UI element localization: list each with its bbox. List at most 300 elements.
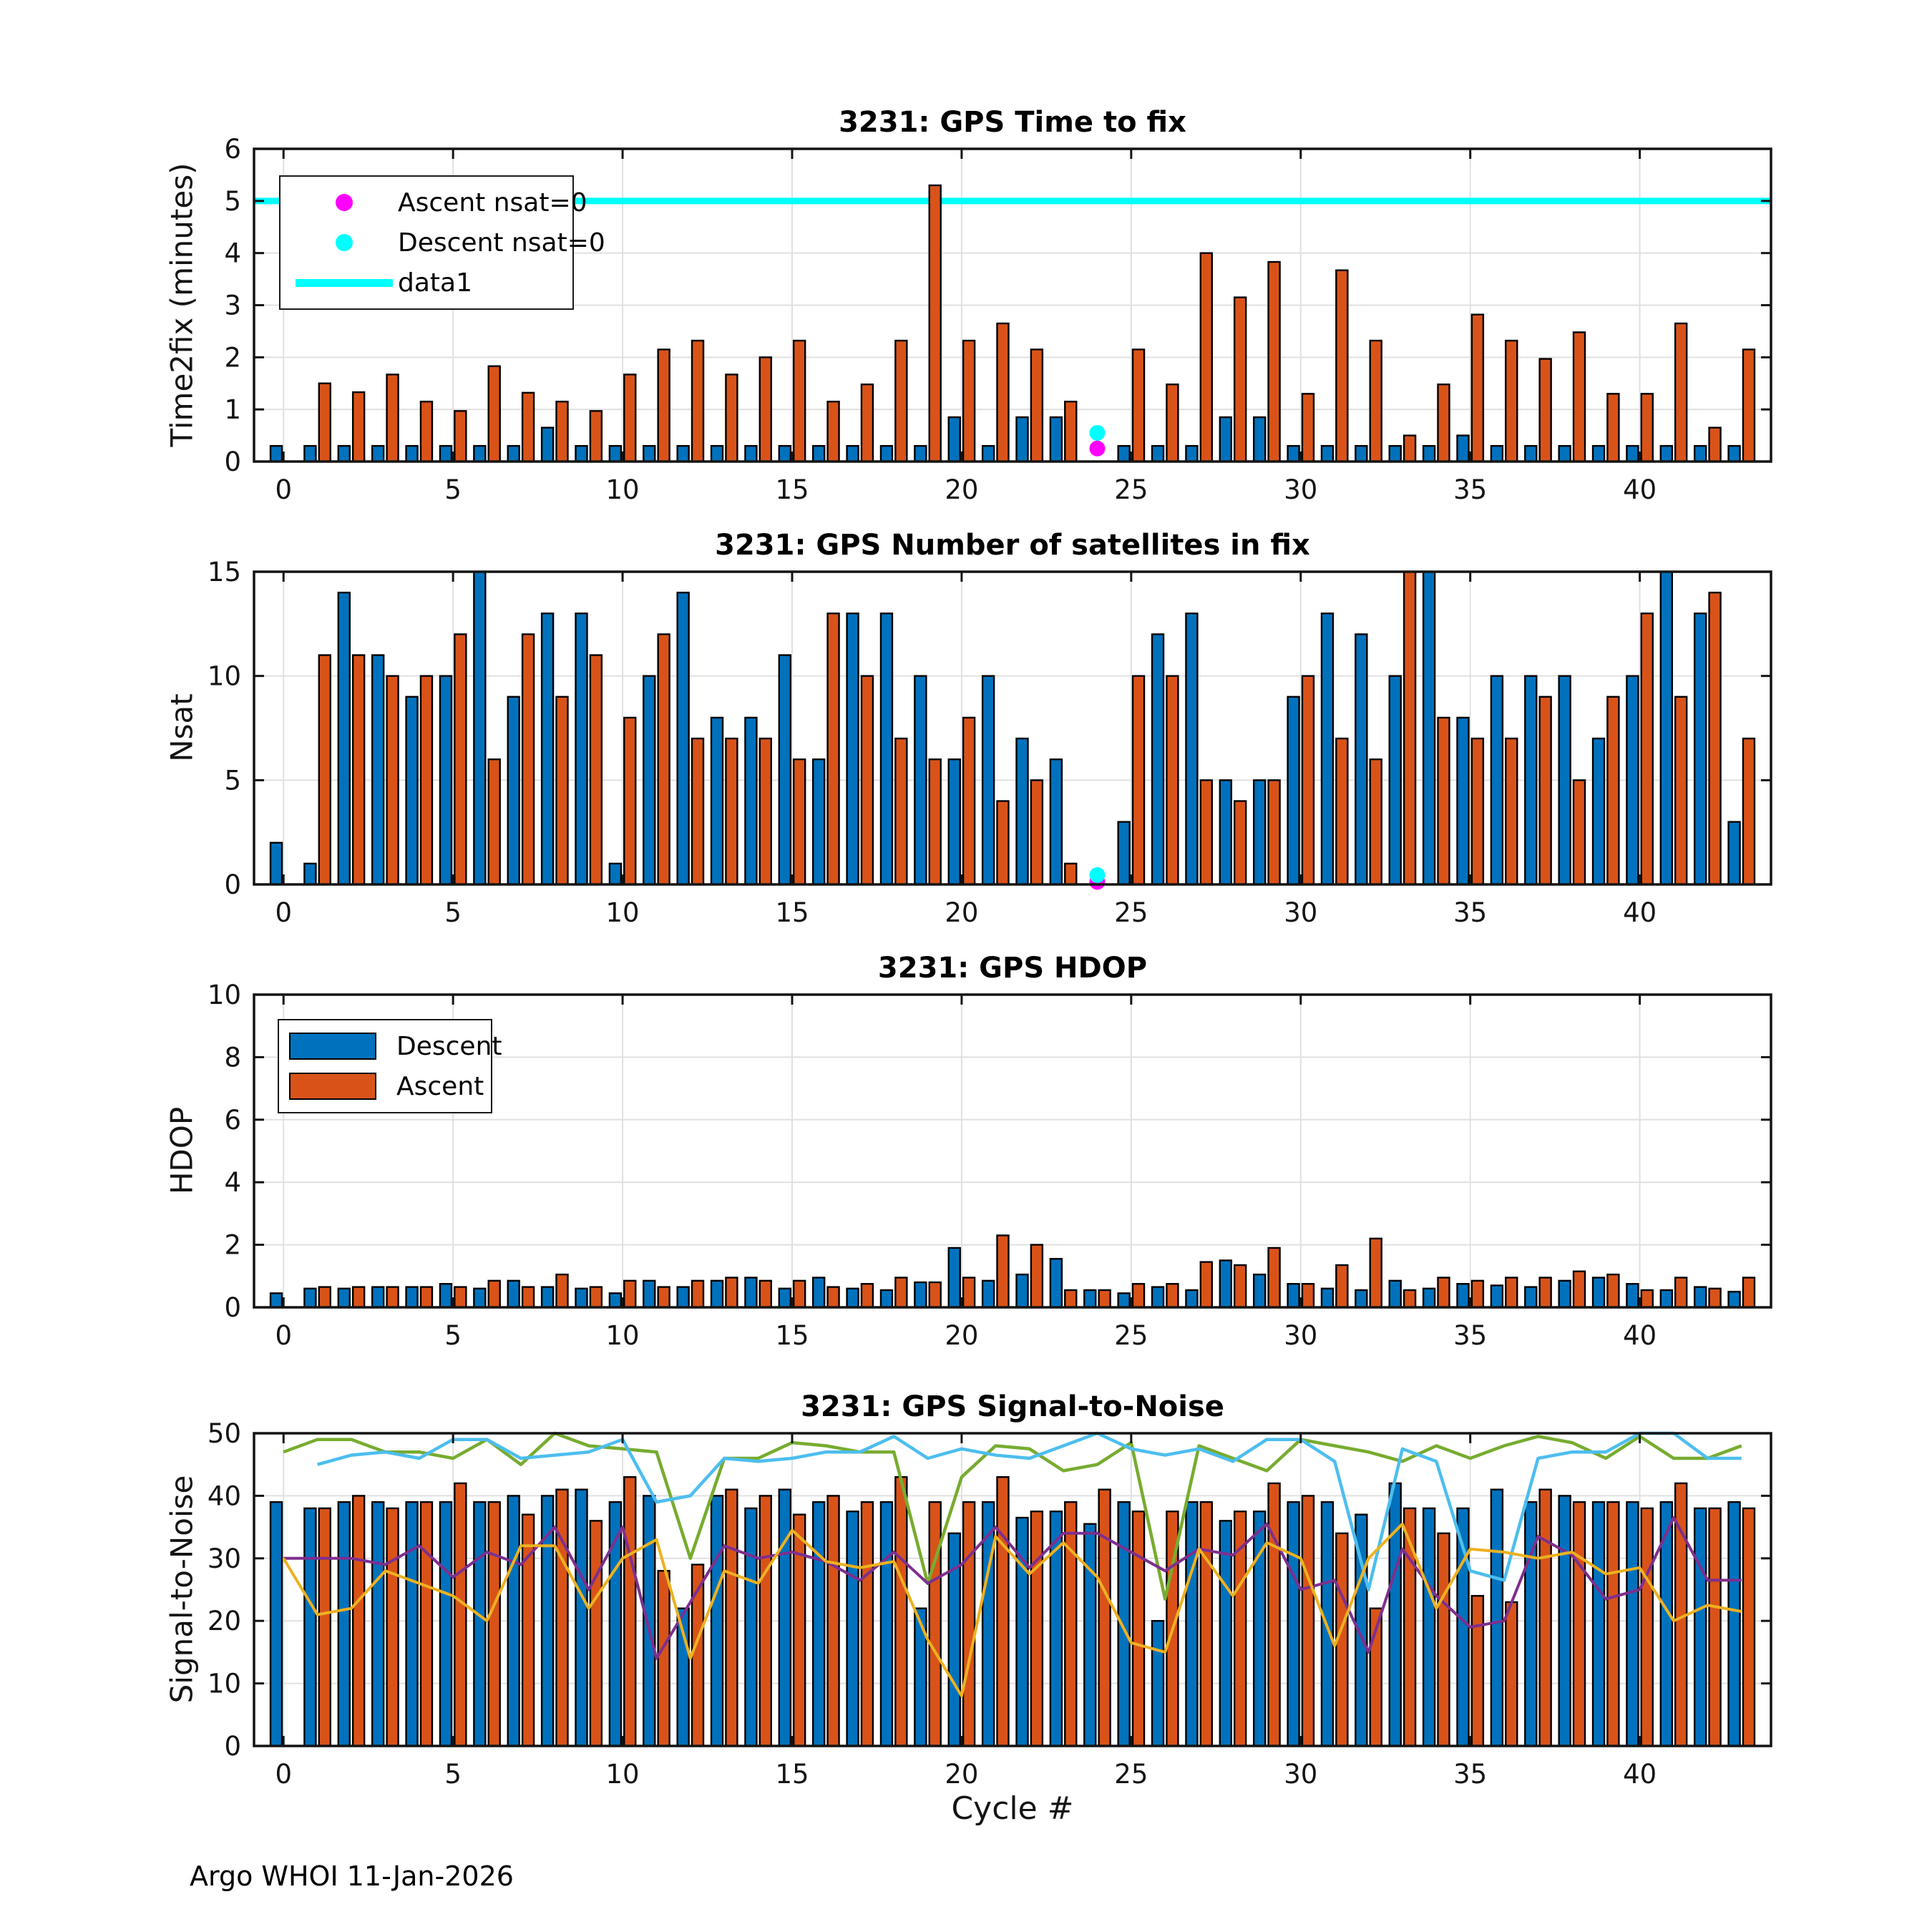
ascent-bar	[1743, 349, 1755, 462]
descent-bar	[542, 613, 553, 884]
svg-text:30: 30	[1284, 474, 1318, 505]
svg-text:30: 30	[1284, 897, 1318, 928]
ascent-bar	[522, 393, 534, 462]
descent-bar	[1322, 613, 1333, 884]
descent-bar	[1559, 446, 1571, 462]
ascent-bar	[590, 1521, 602, 1746]
descent-bar	[304, 1289, 316, 1307]
descent-bar	[678, 1287, 689, 1307]
ascent-bar	[1574, 332, 1585, 462]
descent-bar	[779, 1289, 791, 1307]
ascent-bar	[421, 401, 432, 462]
ascent-bar	[556, 1274, 567, 1307]
hdop-legend	[278, 1019, 502, 1113]
descent-bar	[1220, 417, 1231, 462]
descent-bar	[847, 1289, 859, 1307]
ascent-bar	[726, 374, 737, 462]
descent-bar	[1694, 1287, 1706, 1307]
svg-text:5: 5	[224, 765, 241, 796]
ascent-bar	[1540, 359, 1551, 462]
descent-bar	[1186, 1502, 1197, 1746]
ascent-bar	[692, 738, 703, 884]
ascent-bar	[1370, 759, 1382, 884]
ascent-bar	[760, 1496, 771, 1746]
chart-1	[208, 557, 1771, 928]
ascent-bar	[794, 759, 805, 884]
descent-bar	[745, 1277, 756, 1307]
descent-bar	[1729, 1502, 1740, 1746]
descent-bar	[1288, 446, 1299, 462]
descent-bar	[542, 1287, 553, 1307]
ascent-bar	[1133, 1511, 1144, 1746]
descent-bar	[1626, 1502, 1638, 1746]
descent-bar	[813, 1502, 824, 1746]
descent-bar	[1050, 417, 1062, 462]
descent-bar	[1593, 1277, 1604, 1307]
descent-bar	[1084, 1290, 1096, 1307]
descent-bar	[1729, 1292, 1740, 1307]
ascent-bar	[930, 1502, 941, 1746]
descent-bar	[508, 697, 519, 884]
x-axis-label: Cycle #	[951, 1790, 1074, 1827]
ascent-bar	[556, 697, 567, 884]
ascent-bar	[522, 634, 534, 884]
ascent-bar	[1607, 1502, 1619, 1746]
descent-bar	[406, 1502, 418, 1746]
ascent-bar	[522, 1515, 534, 1746]
svg-text:8: 8	[224, 1042, 241, 1073]
ascent-bar	[454, 634, 466, 884]
svg-text:10: 10	[605, 474, 640, 505]
ascent-bar	[421, 1502, 432, 1746]
ascent-bar	[760, 1281, 771, 1307]
ascent-bar	[454, 411, 466, 462]
ascent-bar	[1438, 1533, 1449, 1746]
legend-item-data1	[291, 268, 562, 298]
svg-text:10: 10	[207, 980, 241, 1010]
ascent-bar	[353, 655, 364, 884]
legend-label: Descent nsat=0	[398, 228, 605, 258]
svg-text:10: 10	[605, 1320, 640, 1351]
snr-min-yellow-line	[283, 1524, 1742, 1696]
ascent-bar	[387, 374, 399, 462]
svg-text:30: 30	[207, 1543, 241, 1574]
ascent-bar	[963, 1277, 975, 1307]
ascent-bar	[1269, 1483, 1280, 1746]
ascent-bar	[1302, 394, 1314, 462]
ascent-bar	[794, 341, 805, 462]
chart2-ylabel: Nsat	[164, 693, 200, 762]
ascent-bar	[1472, 1281, 1483, 1307]
descent-bar	[1390, 1281, 1401, 1307]
ascent-bar	[624, 718, 635, 884]
ascent-bar	[862, 384, 873, 462]
ascent-bar	[1709, 428, 1721, 462]
ascent-bar	[726, 1490, 737, 1746]
descent-bar	[982, 1281, 994, 1307]
ascent-bar	[1404, 572, 1415, 884]
descent-bar	[1017, 738, 1028, 884]
ascent-bar	[1641, 613, 1653, 884]
ascent-bar	[1574, 1272, 1585, 1307]
svg-text:15: 15	[775, 897, 809, 928]
descent-bar	[542, 428, 553, 462]
ascent-bar	[997, 1235, 1008, 1307]
ascent-bar	[1641, 1290, 1653, 1307]
ascent-bar	[319, 1508, 331, 1746]
svg-text:20: 20	[945, 1320, 979, 1351]
descent-bar	[576, 1289, 587, 1307]
descent-bar	[1118, 1293, 1130, 1307]
descent-bar	[372, 446, 384, 462]
ascent-bar	[828, 1287, 839, 1307]
svg-text:35: 35	[1453, 897, 1488, 928]
descent-bar	[1694, 446, 1706, 462]
descent-bar	[304, 864, 316, 884]
ascent-bar	[1166, 384, 1178, 462]
chart3-title: 3231: GPS HDOP	[877, 952, 1148, 985]
descent-bar	[270, 446, 282, 462]
descent-bar	[1491, 1490, 1503, 1746]
ascent-bar	[489, 366, 500, 462]
descent-bar	[1593, 1502, 1604, 1746]
ascent-bar	[862, 1284, 873, 1307]
chart2-title: 3231: GPS Number of satellites in fix	[715, 529, 1310, 562]
descent-bar	[474, 572, 485, 884]
ascent-bar	[1607, 1274, 1619, 1307]
ascent-bar	[828, 401, 839, 462]
ascent-bar	[1201, 780, 1212, 884]
ascent-bar	[1709, 1508, 1721, 1746]
descent-bar	[678, 592, 689, 884]
svg-text:5: 5	[444, 897, 462, 928]
descent-bar	[1729, 446, 1740, 462]
ascent-bar	[1099, 1290, 1111, 1307]
descent-bar	[1152, 634, 1163, 884]
ascent-bar	[1201, 1262, 1212, 1307]
legend-item-ascent-nsat0	[291, 187, 587, 218]
ascent-bar	[1031, 1245, 1043, 1307]
ascent-bar	[1607, 697, 1619, 884]
svg-text:0: 0	[224, 1731, 241, 1762]
descent-bar	[1118, 446, 1130, 462]
ascent-bar	[895, 341, 907, 462]
descent-bar	[1186, 446, 1197, 462]
ascent-bar	[1133, 1284, 1144, 1307]
chart-3	[208, 1418, 1771, 1790]
ascent-bar	[1065, 1290, 1076, 1307]
descent-bar	[1322, 1289, 1333, 1307]
ascent-bar	[658, 634, 670, 884]
svg-text:5: 5	[444, 1759, 462, 1790]
chart4-ylabel: Signal-to-Noise	[164, 1475, 200, 1704]
ascent-bar	[556, 401, 567, 462]
ascent-bar	[1675, 1277, 1687, 1307]
descent-bar	[270, 1502, 282, 1746]
ascent-bar	[658, 349, 670, 462]
descent-bar	[1152, 446, 1163, 462]
descent-bar	[1525, 1502, 1536, 1746]
ascent-bar	[1302, 1496, 1314, 1746]
descent-bar	[982, 446, 994, 462]
ascent-bar	[353, 1496, 364, 1746]
figure-footer: Argo WHOI 11-Jan-2026	[190, 1860, 514, 1892]
descent-bar	[304, 1508, 316, 1746]
descent-bar	[1626, 446, 1638, 462]
svg-text:25: 25	[1114, 474, 1148, 505]
descent-bar	[338, 446, 350, 462]
ascent-bar	[1336, 270, 1347, 462]
ascent-bar	[1540, 1277, 1551, 1307]
ascent-bar	[1506, 1277, 1517, 1307]
ascent-bar	[1370, 341, 1382, 462]
descent-bar	[372, 1287, 384, 1307]
ascent-bar	[387, 1508, 399, 1746]
descent-bar	[1084, 1524, 1096, 1746]
descent-bar	[270, 1293, 282, 1307]
descent-bar	[474, 1289, 485, 1307]
ascent-bar	[1709, 592, 1721, 884]
descent-bar	[1017, 1274, 1028, 1307]
svg-text:20: 20	[945, 1759, 979, 1790]
ascent-bar	[692, 1281, 703, 1307]
ascent-bar	[895, 1477, 907, 1746]
ascent-bar	[1506, 738, 1517, 884]
chart3-ylabel: HDOP	[164, 1106, 200, 1195]
descent-bar	[338, 1502, 350, 1746]
descent-bar	[847, 1511, 859, 1746]
ascent-bar-swatch-icon	[289, 1073, 376, 1100]
descent-bar	[1152, 1621, 1163, 1746]
svg-text:15: 15	[775, 1320, 809, 1351]
descent-bar	[745, 446, 756, 462]
descent-bar	[508, 446, 519, 462]
ascent-bar	[624, 1477, 635, 1746]
ascent-bar	[930, 759, 941, 884]
ascent-bar	[1031, 1511, 1043, 1746]
descent-bar	[745, 1508, 756, 1746]
svg-text:30: 30	[1284, 1759, 1318, 1790]
ascent-bar	[963, 718, 975, 884]
svg-text:10: 10	[207, 1668, 241, 1699]
descent-bar	[1152, 1287, 1163, 1307]
svg-text:40: 40	[1623, 474, 1657, 505]
descent-bar	[508, 1281, 519, 1307]
ascent-bar	[624, 1281, 635, 1307]
ascent-bar	[1472, 315, 1483, 462]
ascent-bar	[828, 1496, 839, 1746]
descent-bar	[1288, 1502, 1299, 1746]
descent-nsat-0-marker-icon	[1089, 425, 1105, 441]
ascent-bar	[1166, 676, 1178, 884]
ascent-bar	[1641, 1508, 1653, 1746]
svg-text:20: 20	[945, 474, 979, 505]
ascent-bar	[590, 655, 602, 884]
descent-bar	[1491, 676, 1503, 884]
chart-3-bars-ascent	[319, 1477, 1755, 1746]
svg-text:0: 0	[275, 474, 292, 505]
legend-label: Descent	[396, 1031, 502, 1061]
descent-bar	[949, 759, 960, 884]
svg-text:35: 35	[1453, 474, 1488, 505]
ascent-bar	[1641, 394, 1653, 462]
ascent-bar	[862, 1502, 873, 1746]
descent-bar	[508, 1496, 519, 1746]
descent-bar	[1458, 1284, 1469, 1307]
svg-text:0: 0	[275, 1320, 292, 1351]
time2fix-legend	[279, 175, 605, 310]
chart1-title: 3231: GPS Time to fix	[839, 106, 1186, 139]
descent-bar	[779, 1490, 791, 1746]
svg-text:5: 5	[444, 1320, 462, 1351]
descent-bar	[1559, 1281, 1571, 1307]
ascent-bar	[895, 738, 907, 884]
ascent-bar	[1743, 738, 1755, 884]
descent-bar	[1050, 759, 1062, 884]
descent-bar	[1186, 1290, 1197, 1307]
descent-bar	[576, 446, 587, 462]
ascent-bar	[930, 1282, 941, 1307]
chart-2-bars-ascent	[319, 1235, 1755, 1307]
descent-bar	[270, 843, 282, 884]
descent-bar	[813, 446, 824, 462]
descent-bar	[949, 417, 960, 462]
ascent-bar	[319, 655, 331, 884]
descent-bar	[1593, 446, 1604, 462]
ascent-bar	[1201, 1502, 1212, 1746]
ascent-bar	[794, 1515, 805, 1746]
ascent-bar	[421, 676, 432, 884]
descent-bar	[1694, 1508, 1706, 1746]
ascent-bar	[760, 357, 771, 462]
descent-bar	[1661, 572, 1672, 884]
ascent-bar	[454, 1287, 466, 1307]
ascent-bar	[658, 1571, 670, 1746]
ascent-bar	[1472, 1596, 1483, 1746]
ascent-bar	[1675, 697, 1687, 884]
descent-bar	[949, 1248, 960, 1307]
ascent-bar	[1031, 780, 1043, 884]
descent-bar	[847, 446, 859, 462]
descent-bar	[1288, 1284, 1299, 1307]
descent-bar	[440, 1284, 452, 1307]
descent-bar	[1423, 446, 1435, 462]
descent-bar	[643, 1281, 655, 1307]
svg-text:20: 20	[945, 897, 979, 928]
ascent-bar	[1607, 394, 1619, 462]
ascent-bar	[1166, 1284, 1178, 1307]
descent-bar	[576, 1490, 587, 1746]
ascent-bar	[1269, 1248, 1280, 1307]
chart4-title: 3231: GPS Signal-to-Noise	[801, 1390, 1224, 1423]
descent-bar	[440, 446, 452, 462]
ascent-bar	[1438, 1277, 1449, 1307]
ascent-bar	[726, 738, 737, 884]
descent-bar	[1220, 1260, 1231, 1307]
descent-bar	[304, 446, 316, 462]
ascent-bar	[895, 1277, 907, 1307]
ascent-bar	[1336, 1265, 1347, 1307]
svg-text:15: 15	[775, 474, 809, 505]
svg-text:1: 1	[224, 394, 241, 426]
svg-text:40: 40	[207, 1480, 241, 1512]
ascent-bar	[319, 1287, 331, 1307]
ascent-bar	[862, 676, 873, 884]
ascent-bar	[1574, 780, 1585, 884]
ascent-bar	[1269, 780, 1280, 884]
ascent-bar	[353, 392, 364, 462]
descent-bar	[678, 446, 689, 462]
svg-text:5: 5	[224, 185, 241, 217]
ascent-bar	[1234, 801, 1246, 884]
ascent-bar	[319, 384, 331, 462]
descent-bar	[1254, 1274, 1265, 1307]
descent-bar	[1525, 676, 1536, 884]
svg-text:25: 25	[1114, 1320, 1148, 1351]
descent-bar	[914, 446, 926, 462]
ascent-bar	[1540, 697, 1551, 884]
descent-bar	[1423, 572, 1435, 884]
ascent-bar	[590, 411, 602, 462]
ascent-nsat0-marker-icon	[336, 194, 353, 211]
descent-bar	[338, 1289, 350, 1307]
svg-text:6: 6	[224, 134, 241, 165]
descent-bar	[1694, 613, 1706, 884]
descent-bar	[1559, 676, 1571, 884]
ascent-bar	[1201, 253, 1212, 462]
descent-nsat-0-marker-icon	[1089, 867, 1105, 883]
descent-bar	[1322, 446, 1333, 462]
svg-text:2: 2	[224, 342, 241, 374]
ascent-bar	[353, 1287, 364, 1307]
ascent-bar	[1099, 1490, 1111, 1746]
ascent-bar	[1133, 676, 1144, 884]
ascent-bar	[692, 341, 703, 462]
descent-bar	[745, 718, 756, 884]
svg-text:30: 30	[1284, 1320, 1318, 1351]
ascent-bar	[794, 1281, 805, 1307]
descent-bar	[1661, 446, 1672, 462]
svg-text:25: 25	[1114, 897, 1148, 928]
ascent-bar	[387, 1287, 399, 1307]
descent-bar	[643, 676, 655, 884]
ascent-bar	[1743, 1277, 1755, 1307]
legend-item-descent-nsat0	[291, 228, 605, 258]
ascent-bar	[489, 1281, 500, 1307]
descent-bar	[576, 613, 587, 884]
ascent-bar	[1370, 1239, 1382, 1307]
descent-bar	[406, 446, 418, 462]
descent-bar	[440, 676, 452, 884]
descent-bar	[914, 676, 926, 884]
descent-bar	[610, 446, 621, 462]
ascent-bar	[1065, 1502, 1076, 1746]
svg-text:40: 40	[1623, 1759, 1657, 1790]
svg-text:35: 35	[1453, 1759, 1488, 1790]
svg-text:0: 0	[224, 869, 241, 900]
ascent-bar	[930, 185, 941, 462]
ascent-bar	[726, 1277, 737, 1307]
ascent-bar	[1302, 1284, 1314, 1307]
descent-bar	[1525, 1287, 1536, 1307]
ascent-bar	[1438, 718, 1449, 884]
ascent-bar	[658, 1287, 670, 1307]
descent-bar	[1254, 780, 1265, 884]
chart-1-bars-ascent	[319, 572, 1755, 884]
descent-bar	[711, 1281, 723, 1307]
descent-bar	[474, 1502, 485, 1746]
ascent-bar	[1472, 738, 1483, 884]
